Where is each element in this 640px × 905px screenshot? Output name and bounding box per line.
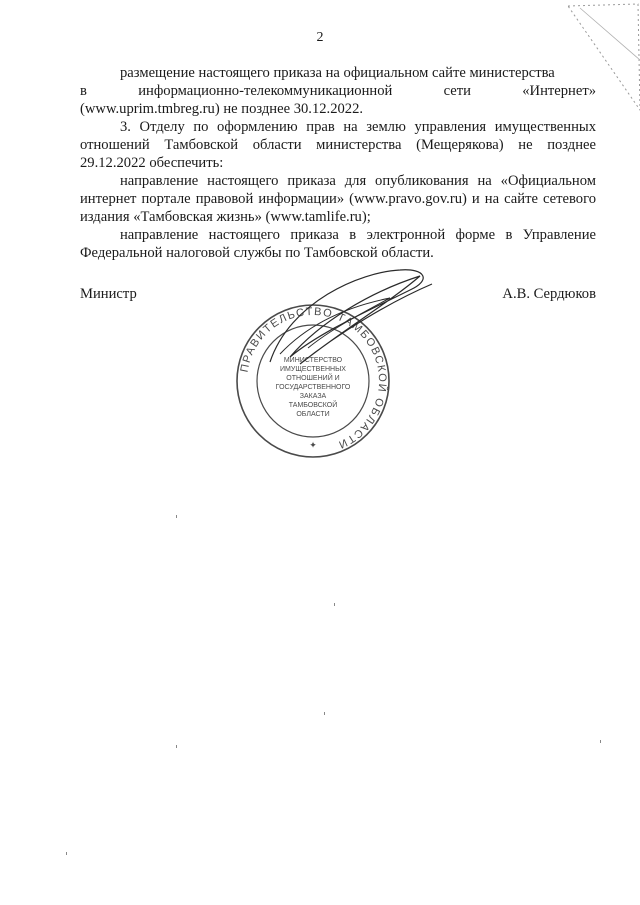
stamp-line-2: ИМУЩЕСТВЕННЫХ (280, 366, 346, 373)
star-icon: ✦ (309, 440, 317, 450)
paragraph-1-line-3: (www.uprim.tmbreg.ru) не позднее 30.12.2022. (80, 101, 364, 117)
scan-speck (324, 712, 325, 715)
scan-speck (66, 852, 67, 855)
stamp-line-4: ГОСУДАРСТВЕННОГО (275, 384, 351, 391)
scan-speck (600, 740, 601, 743)
stamp-outer-text: ПРАВИТЕЛЬСТВО ТАМБОВСКОЙ ОБЛАСТИ (238, 305, 389, 451)
stamp-line-3: ОТНОШЕНИЙ И (286, 375, 340, 382)
scan-speck (176, 745, 177, 748)
paragraph-1-line-2: в информационно-телекоммуникационной сети «Интернет» (80, 83, 596, 99)
stamp-line-7: ОБЛАСТИ (296, 411, 330, 418)
stamp-line-6: ТАМБОВСКОЙ (288, 402, 338, 409)
paragraph-4: направление настоящего приказа в электронной форме в Управление Федеральной налоговой службы по Тамбовской области. (80, 227, 596, 261)
page-number: 2 (316, 30, 324, 45)
signer-name: А.В. Сердюков (502, 286, 596, 302)
paragraph-1-line-1: размещение настоящего приказа на официальном сайте министерства (120, 65, 555, 81)
handwritten-signature (250, 262, 440, 372)
paragraph-3: направление настоящего приказа для опубликования на «Официальном интернет портале правовой информации» (www.pravo.gov.ru) и на сайте сетевого издания «Тамбовская жизнь» (www.tamlife.ru); (80, 173, 596, 225)
stamp-line-5: ЗАКАЗА (299, 393, 327, 400)
stamp-line-1: МИНИСТЕРСТВО (283, 357, 343, 364)
scan-speck (334, 603, 335, 606)
paragraph-2: 3. Отделу по оформлению прав на землю управления имущественных отношений Тамбовской области министерства (Мещерякова) не позднее 29.12.2022 обеспечить: (80, 119, 596, 171)
signer-position: Министр (80, 286, 137, 302)
scan-speck (176, 515, 177, 518)
document-body (80, 64, 596, 262)
